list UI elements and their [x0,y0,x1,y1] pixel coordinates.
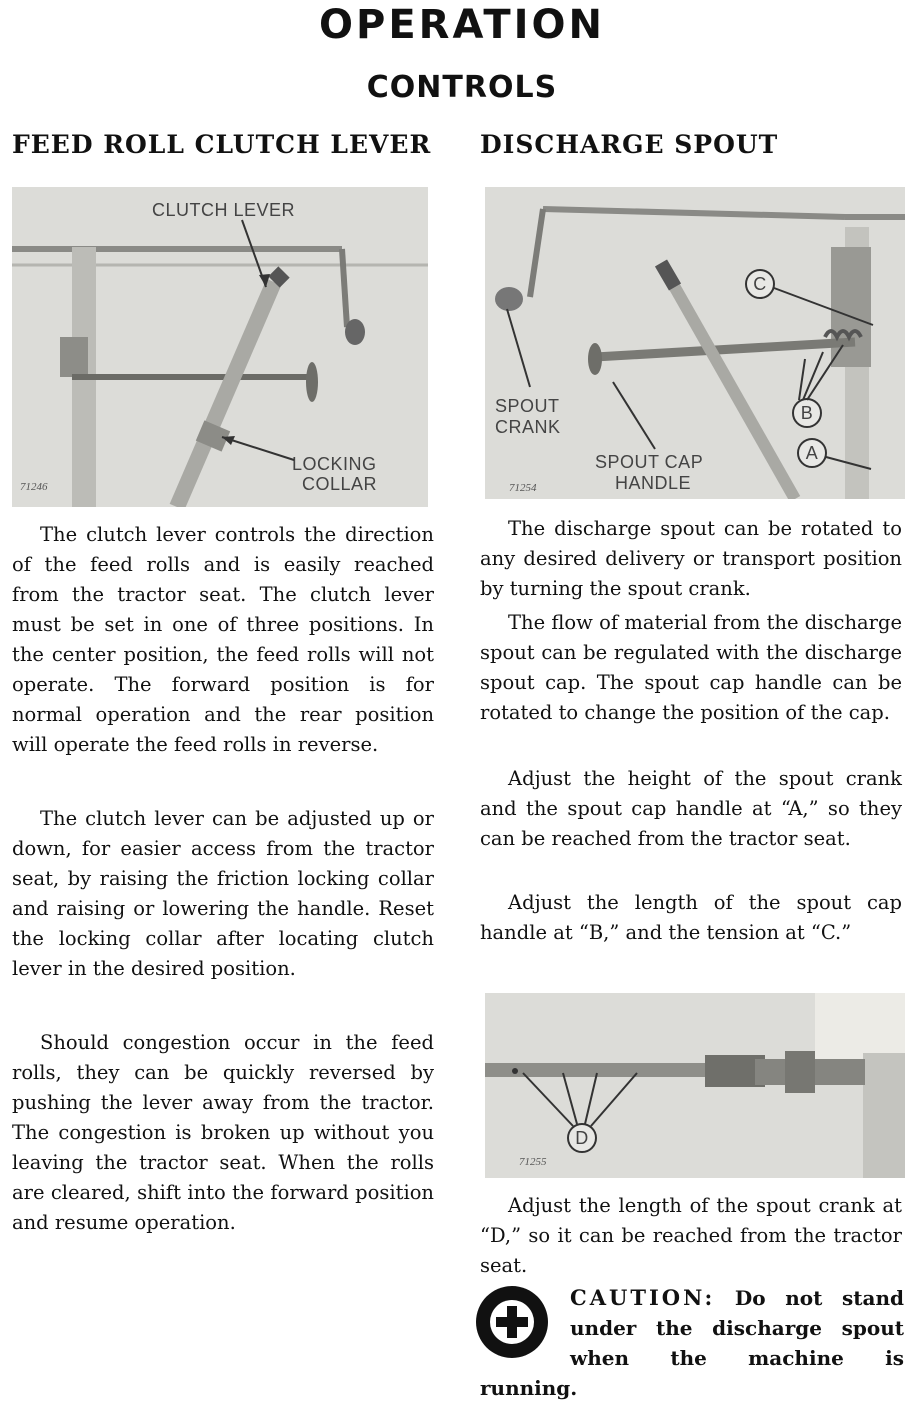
clutch-lever-label [152,200,295,220]
callout-c [746,270,774,298]
figure-number: 71254 [509,482,537,494]
callout-b [793,399,821,427]
svg-text:CRANK: CRANK [495,417,561,437]
page-title: OPERATION [319,2,605,48]
svg-text:HANDLE: HANDLE [615,473,692,493]
caution-label: CAUTION: [570,1285,716,1310]
section-title: CONTROLS [366,70,558,105]
spout-paragraph-3: Adjust the height of the spout crank and the spout cap handle at “A,” so they can be reached from the tractor seat. [480,767,902,850]
svg-text:COLLAR: COLLAR [302,474,378,494]
spout-paragraph-4: Adjust the length of the spout cap handle at “B,” and the tension at “C.” [480,891,902,944]
spout-crank-photo [485,993,905,1178]
spout-paragraph-1: The discharge spout can be rotated to any desired delivery or transport position by turning the spout crank. [480,517,902,600]
clutch-lever-paragraph-2: The clutch lever can be adjusted up or down, for easier access from the tractor seat, by raising the friction locking collar and raising or lowering the handle. Reset the locking collar after locating clutch lever in the desired position. [12,807,434,980]
clutch-lever-paragraph-1: The clutch lever controls the direction of the feed rolls and is easily reached from the tractor seat. The clutch lever must be set in one of three positions. In the center position, the feed rolls will not operate. The forward position is for normal operation and the rear position will operate the feed rolls in reverse. [12,523,434,756]
svg-text:CLUTCH LEVER: CLUTCH LEVER [152,200,296,220]
spout-paragraph-2: The flow of material from the discharge spout can be regulated with the discharge spout cap. The spout cap handle can be rotated to change the position of the cap. [480,611,902,724]
caution-message: Do not stand under the discharge spout when the machine is running. [480,1286,904,1400]
svg-text:SPOUT: SPOUT [495,396,560,416]
svg-text:D: D [575,1128,589,1148]
right-column-heading: DISCHARGE SPOUT [480,130,779,159]
svg-text:SPOUT CAP: SPOUT CAP [595,452,704,472]
clutch-lever-photo [12,187,428,507]
figure-number: 71255 [519,1156,547,1168]
figure-number: 71246 [20,481,48,493]
svg-text:C: C [753,274,767,294]
spout-paragraph-5: Adjust the length of the spout crank at “D,” so it can be reached from the tractor seat. [480,1194,902,1277]
discharge-spout-photo [485,187,905,499]
svg-text:LOCKING: LOCKING [292,454,377,474]
callout-a [798,439,826,467]
caution-notice [480,1283,904,1403]
svg-text:B: B [800,403,814,423]
spout-crank-label [495,396,561,437]
locking-collar-label [292,454,377,494]
left-column-heading: FEED ROLL CLUTCH LEVER [12,130,432,159]
callout-d [568,1124,596,1152]
svg-text:A: A [805,443,819,463]
clutch-lever-paragraph-3: Should congestion occur in the feed rolls, they can be quickly reversed by pushing the lever away from the tractor. The congestion is broken up without you leaving the tractor seat. When the rolls are cleared, shift into the forward position and resume operation. [12,1031,434,1234]
